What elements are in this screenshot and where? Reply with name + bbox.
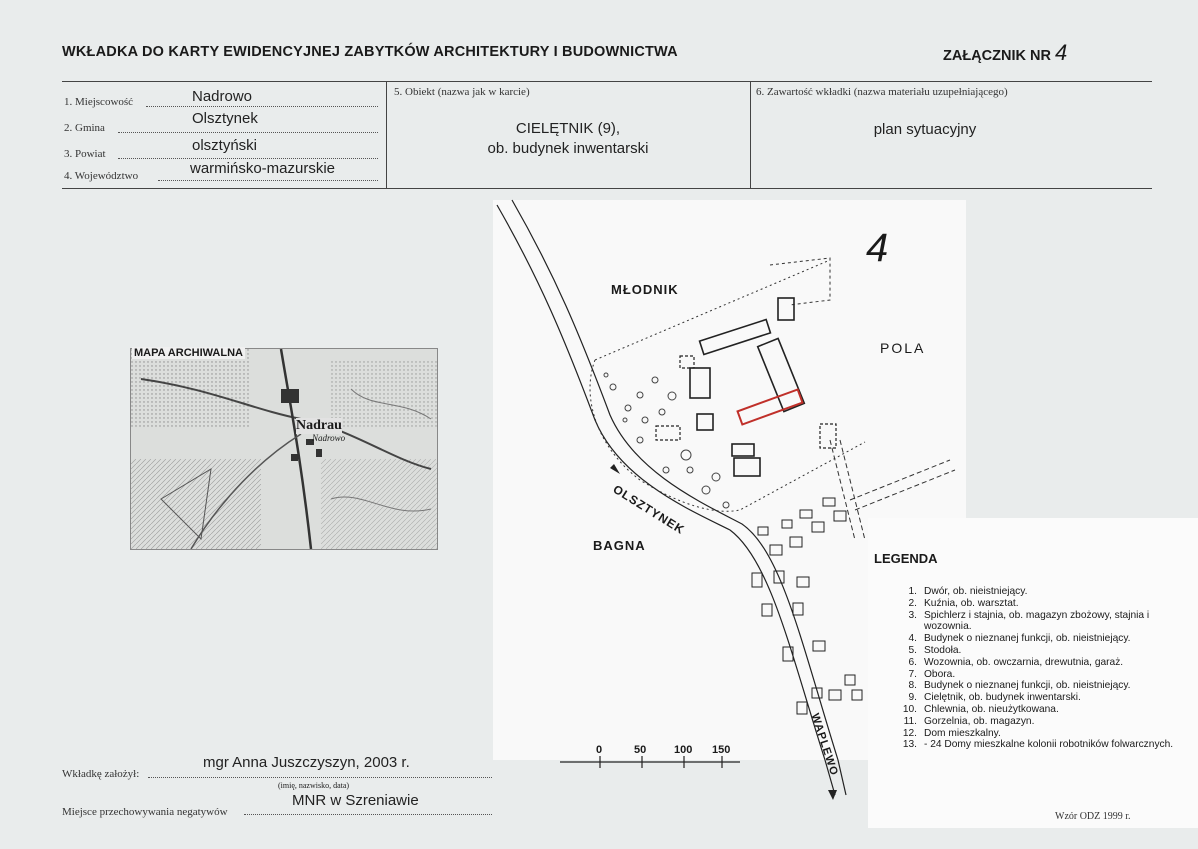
author-label: Wkładkę założył: [62, 768, 140, 780]
form-title: WKŁADKA DO KARTY EWIDENCYJNEJ ZABYTKÓW ARCHITEKTURY I BUDOWNICTWA [62, 44, 678, 60]
author-value: mgr Anna Juszczyszyn, 2003 r. [203, 754, 410, 771]
legend-item-number: 11. [903, 715, 917, 727]
legend-item-text: Wozownia, ob. owczarnia, drewutnia, garaż. [924, 656, 1124, 668]
legend-item-text: Cielętnik, ob. budynek inwentarski. [924, 692, 1081, 704]
legend-item-text: Dom mieszkalny. [924, 727, 1001, 739]
storage-dots [244, 814, 492, 815]
legend-item [895, 657, 1195, 669]
legend-item-number: 12. [902, 727, 917, 739]
legend-item [895, 704, 1195, 716]
label-bagna: BAGNA [593, 538, 646, 553]
legend-item-text: Gorzelnia, ob. magazyn. [924, 715, 1035, 727]
powiat-label: 3. Powiat [64, 148, 106, 160]
label-olsztynek: OLSZTYNEK [610, 482, 688, 538]
legend-item [895, 680, 1195, 692]
archival-place-name: Nadrau [296, 418, 342, 433]
legend-item-text: Dwór, ob. nieistniejący. [924, 586, 1028, 597]
legend-item-text: Obora. [924, 668, 956, 680]
attachment-number: 4 [1054, 40, 1068, 65]
legend-item [895, 692, 1195, 704]
archival-place-handwritten: Nadrowo [312, 433, 346, 443]
archival-map-label: MAPA ARCHIWALNA [134, 347, 243, 359]
site-plan-page-number: 4 [866, 226, 889, 270]
obiekt-value-line1: CIELĘTNIK (9), [515, 120, 621, 137]
gmina-label: 2. Gmina [64, 122, 105, 134]
legend-item-number: 8. [908, 680, 917, 692]
zawartosc-label: 6. Zawartość wkładki (nazwa materiału uzupełniającego) [756, 86, 1008, 98]
legend-item-text: Budynek o nieznanej funkcji, ob. nieistniejący. [924, 680, 1131, 692]
wojewodztwo-value: warmińsko-mazurskie [190, 160, 336, 177]
scale-100: 100 [674, 744, 693, 756]
legend-item-text: Chlewnia, ob. nieużytkowana. [924, 703, 1059, 715]
legend-item-number: 9. [908, 692, 917, 704]
legend-item [895, 633, 1195, 645]
gmina-value: Olsztynek [192, 110, 258, 127]
legend-item-number: 13. [902, 739, 917, 751]
legend-item-number: 5. [908, 644, 917, 656]
legend-item [895, 645, 1195, 657]
obiekt-label: 5. Obiekt (nazwa jak w karcie) [394, 86, 530, 98]
legend-item-number: 7. [908, 668, 917, 680]
legend-title: LEGENDA [874, 551, 938, 566]
scale-0: 0 [596, 744, 603, 756]
label-mlodnik: MŁODNIK [611, 282, 679, 297]
legend-item-number: 6. [908, 656, 917, 668]
powiat-value: olsztyński [192, 137, 258, 154]
author-hint: (imię, nazwisko, data) [278, 781, 350, 790]
legend-item-text: - 24 Domy mieszkalne kolonii robotników folwarcznych. [924, 739, 1174, 751]
scale-50: 50 [634, 744, 647, 756]
wojewodztwo-label: 4. Województwo [64, 170, 139, 182]
legend-list [895, 586, 1195, 751]
obiekt-value-line2: ob. budynek inwentarski [487, 140, 649, 157]
scale-150: 150 [712, 744, 731, 756]
legend-item [895, 598, 1195, 610]
legend-item-text: Spichlerz i stajnia, ob. magazyn zbożowy, stajnia i wozownia. [924, 609, 1150, 633]
legend-item [895, 716, 1195, 728]
storage-label: Miejsce przechowywania negatywów [62, 806, 228, 818]
legend-item-number: 1. [908, 586, 917, 597]
legend-item-number: 2. [908, 597, 917, 609]
attachment-label-text: ZAŁĄCZNIK NR [943, 48, 1051, 64]
legend-item [895, 669, 1195, 681]
zawartosc-value: plan sytuacyjny [873, 121, 977, 138]
form-version: Wzór ODZ 1999 r. [1055, 811, 1131, 822]
legend-item-number: 10. [902, 703, 917, 715]
legend-item-number: 4. [908, 633, 917, 645]
author-dots [148, 777, 492, 778]
legend-item [895, 610, 1195, 634]
storage-value: MNR w Szreniawie [292, 792, 419, 809]
legend-item-number: 3. [908, 609, 917, 621]
legend-item [895, 739, 1195, 751]
legend-item-text: Kuźnia, ob. warsztat. [924, 597, 1019, 609]
miejscowosc-label: 1. Miejscowość [64, 96, 134, 108]
miejscowosc-value: Nadrowo [192, 88, 253, 105]
legend-item [895, 728, 1195, 740]
legend-item-text: Stodoła. [924, 644, 962, 656]
label-waplewo: WAPLEWO [808, 712, 841, 778]
label-pola: POLA [880, 340, 926, 356]
legend-item-text: Budynek o nieznanej funkcji, ob. nieistniejący. [924, 633, 1131, 645]
legend-item [895, 586, 1195, 598]
